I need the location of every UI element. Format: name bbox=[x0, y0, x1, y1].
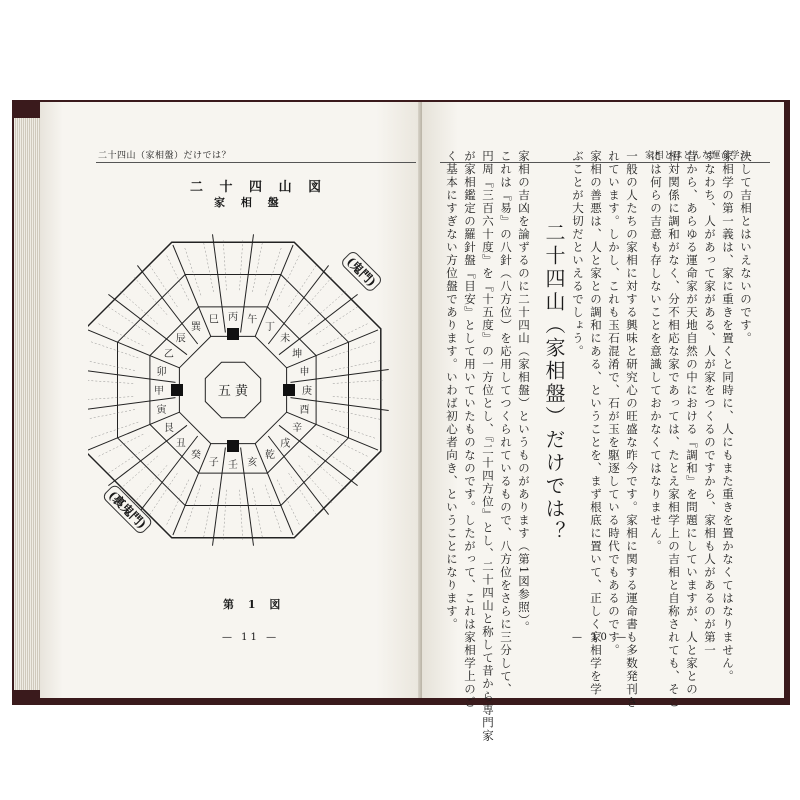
sector-label: 甲 bbox=[154, 386, 164, 397]
text-column: れています。しかし、これも玉石混淆で、石が玉を駆逐している時代でもあるのです。 bbox=[607, 150, 621, 657]
outer-ring-text bbox=[331, 361, 380, 371]
outer-ring-text bbox=[253, 243, 263, 292]
text-column: 円周『三百六十度』を『十五度』の一方位とし、『二十四方位』とし、二十四山と称して昔から専門家 bbox=[481, 150, 495, 743]
sector-label: 艮 bbox=[163, 423, 174, 434]
outer-ring-text bbox=[323, 434, 368, 456]
sector-label: 亥 bbox=[247, 457, 258, 469]
text-column: 家相の吉凶を論ずるのに二十四山（家相盤）というものがあります（第1図参照）。 bbox=[517, 150, 531, 635]
left-running-head: 二十四山（家相盤）だけでは？ bbox=[98, 151, 232, 161]
outer-ring-text bbox=[167, 256, 189, 301]
outer-ring-text bbox=[185, 485, 201, 532]
text-column: 決して吉相とはいえないのです。 bbox=[739, 150, 753, 345]
sector-label: 丑 bbox=[175, 438, 186, 450]
text-column: には何らの吉意も存しないことを意識しておかなくてはなりません。 bbox=[649, 150, 663, 553]
direction-marker bbox=[227, 328, 239, 340]
sector-label: 辰 bbox=[175, 333, 186, 345]
text-column: 家相の善悪は、人と家との調和にある、ということを、まず根底に置いて、正しく家相学を学 bbox=[589, 150, 603, 696]
outer-ring-text bbox=[88, 361, 135, 371]
direction-marker bbox=[227, 440, 239, 452]
outer-ring-text bbox=[99, 324, 144, 346]
outer-ring-text bbox=[167, 480, 189, 525]
right-page-number: — 10 — bbox=[572, 632, 630, 643]
text-column: これは『易』の八針（八方位）を応用してつくられているもので、八方位をさらに三分して、 bbox=[499, 150, 513, 696]
sector-label: 午 bbox=[247, 314, 258, 326]
outer-ring-text bbox=[328, 342, 375, 358]
section-heading: 二十四山（家相盤）だけでは？ bbox=[542, 222, 566, 544]
text-column: 家相学の第一義は、家に重きを置くと同時に、人にもまた重きを置かなくてはなりません。 bbox=[721, 150, 735, 683]
outer-ring-text bbox=[99, 434, 144, 456]
direction-marker bbox=[171, 384, 183, 396]
figure-subtitle: 家 相 盤 bbox=[214, 196, 285, 209]
sector-label: 申 bbox=[299, 366, 310, 378]
kimon-label: (鬼門) bbox=[340, 249, 384, 293]
left-head-rule bbox=[96, 162, 416, 163]
page-edges bbox=[14, 118, 40, 690]
outer-ring-text bbox=[333, 397, 383, 400]
sector-label: 寅 bbox=[156, 405, 167, 417]
outer-ring-text bbox=[223, 490, 226, 540]
sector-label: 巽 bbox=[191, 321, 201, 333]
figure-caption: 第 1 図 bbox=[223, 598, 286, 611]
figure-title: 二 十 四 山 図 bbox=[190, 180, 328, 195]
outer-ring-text bbox=[91, 422, 138, 438]
outer-ring-text bbox=[185, 248, 201, 295]
sector-label: 未 bbox=[280, 333, 291, 345]
outer-ring-text bbox=[88, 397, 133, 400]
sector-label: 庚 bbox=[302, 386, 312, 397]
diagram-center: 五 黄 bbox=[217, 384, 249, 399]
outer-ring-text bbox=[204, 243, 214, 292]
text-column: ぶことが大切だといえるでしょう。 bbox=[571, 150, 585, 358]
sector-label: 巳 bbox=[208, 314, 219, 326]
right-running-head: 家相とはどんな運命学か bbox=[645, 151, 750, 161]
outer-ring-text bbox=[91, 342, 138, 358]
text-column: く基本にすぎない方位盤であります。いわば初心者向き、ということになります。 bbox=[445, 150, 459, 631]
sector-label: 乾 bbox=[265, 450, 275, 462]
sector-label: 壬 bbox=[228, 460, 238, 471]
text-column: 昔から、あらゆる運命家が天地自然の中における『調和』を問題にしていますが、人と家との bbox=[685, 150, 699, 696]
outer-ring-text bbox=[277, 256, 299, 301]
outer-ring-text bbox=[88, 410, 135, 420]
text-column: すなわち、人があって家がある、人が家をつくるのですから、家相も人があるのが第一 bbox=[703, 150, 717, 657]
sector-label: 子 bbox=[208, 457, 219, 469]
outer-ring-text bbox=[265, 248, 281, 295]
sector-label: 卯 bbox=[156, 366, 167, 378]
outer-ring-text bbox=[253, 488, 263, 537]
outer-ring-text bbox=[204, 488, 214, 537]
sector-label: 辛 bbox=[292, 423, 303, 434]
text-column: 相対関係に調和がなく、分不相応な家であっては、たとえ家相学上の吉相と自称されても、そこ bbox=[667, 150, 681, 709]
sector-label: 丁 bbox=[265, 321, 275, 333]
sector-label: 戌 bbox=[280, 438, 291, 450]
urakimon-label: (裏鬼門) bbox=[101, 483, 154, 536]
sector-label: 癸 bbox=[191, 450, 201, 462]
text-column: 一般の人たちの家相に対する興味と研究心の旺盛な昨今です。家相に関する運命書も多数発刊さ bbox=[625, 150, 639, 709]
outer-ring-text bbox=[265, 485, 281, 532]
sector-label: 坤 bbox=[292, 349, 303, 360]
outer-ring-text bbox=[223, 240, 226, 290]
sector-label: 丙 bbox=[228, 312, 238, 323]
sector-label: 乙 bbox=[163, 349, 174, 360]
outer-ring-text bbox=[88, 380, 133, 383]
outer-ring-text bbox=[240, 490, 243, 540]
outer-ring-text bbox=[240, 240, 243, 290]
text-column: が家相鑑定の羅針盤『目安』として用いていたものなのです。したがって、これは家相学上のご bbox=[463, 150, 477, 709]
outer-ring-text bbox=[331, 410, 380, 420]
sector-label: 酉 bbox=[299, 405, 310, 417]
outer-ring-text bbox=[323, 324, 368, 346]
direction-marker bbox=[283, 384, 295, 396]
outer-ring-text bbox=[277, 480, 299, 525]
left-page-number: — 11 — bbox=[222, 632, 280, 643]
outer-ring-text bbox=[328, 422, 375, 438]
outer-ring-text bbox=[333, 380, 383, 383]
